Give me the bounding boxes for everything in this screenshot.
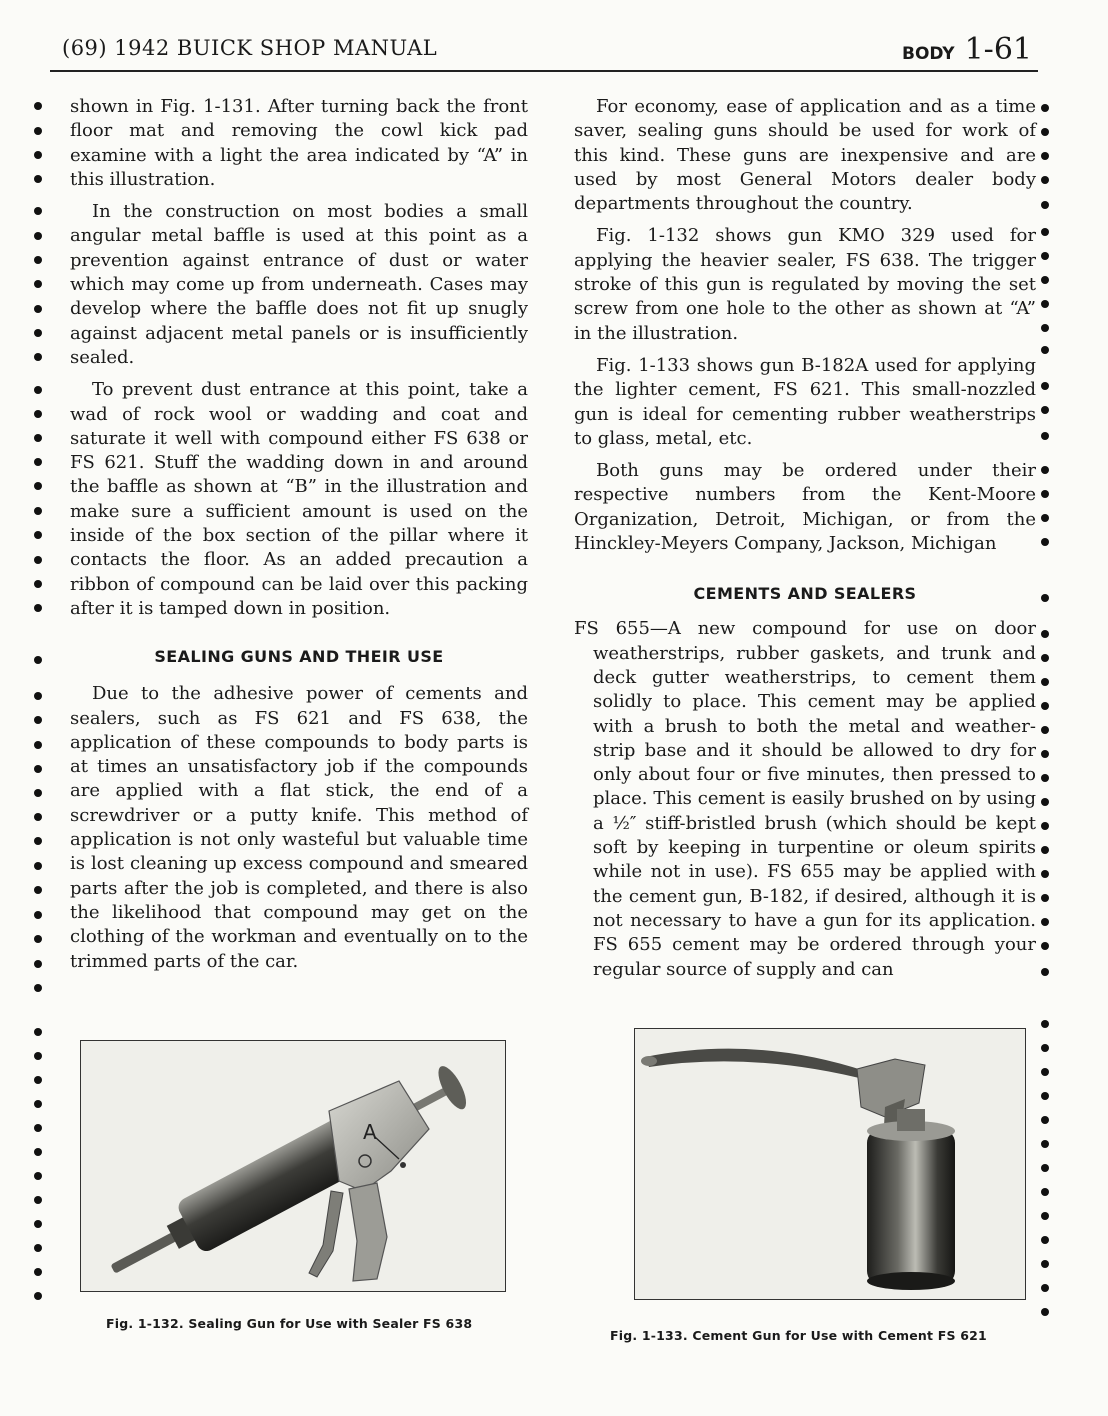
figure-caption: Fig. 1-132. Sealing Gun for Use with Sealer FS 638: [106, 1316, 473, 1331]
margin-bullet: [34, 886, 42, 894]
page-number: 1-61: [964, 32, 1032, 67]
margin-bullet: [34, 386, 42, 394]
margin-bullet: [34, 1076, 42, 1084]
margin-bullet: [34, 765, 42, 773]
right-column: [574, 95, 1036, 982]
margin-bullet: [34, 1196, 42, 1204]
margin-bullet: [34, 410, 42, 418]
margin-bullet: [1041, 1020, 1049, 1028]
margin-bullet: [34, 531, 42, 539]
paragraph: Fig. 1-132 shows gun KMO 329 used for applying the heavier sealer, FS 638. The trigger stroke of this gun is regulated by moving the set screw from one hole to the other as shown at “A” in the illustration.: [574, 225, 1036, 344]
callout-label-a: A: [363, 1120, 377, 1144]
paragraph: Due to the adhesive power of cements and sealers, such as FS 621 and FS 638, the application of these compounds to body parts is at times an unsatisfactory job if the compounds are applied with a flat stick, the end of a screwdriver or a putty knife. This method of application is not only wasteful but valuable time is lost cleaning up excess compound and smeared parts after the job is completed, and there is also the likelihood that compound may get on the clothing of the workman and eventually on to the trimmed parts of the car.: [70, 683, 528, 972]
margin-bullet: [1041, 822, 1049, 830]
margin-bullet: [1041, 1068, 1049, 1076]
margin-bullet: [1041, 324, 1049, 332]
margin-bullet: [34, 329, 42, 337]
margin-bullet: [34, 305, 42, 313]
margin-bullet: [34, 1268, 42, 1276]
margin-bullet: [1041, 1044, 1049, 1052]
margin-bullet: [34, 507, 42, 515]
margin-bullet: [1041, 654, 1049, 662]
margin-bullet: [1041, 346, 1049, 354]
margin-bullet: [34, 1292, 42, 1300]
margin-bullet: [34, 353, 42, 361]
margin-bullet: [34, 102, 42, 110]
margin-bullet: [34, 656, 42, 664]
margin-bullet: [1041, 918, 1049, 926]
margin-bullet: [34, 127, 42, 135]
margin-bullet: [1041, 1212, 1049, 1220]
margin-bullet: [34, 604, 42, 612]
margin-bullet: [34, 1100, 42, 1108]
margin-bullet: [34, 175, 42, 183]
paragraph: shown in Fig. 1-131. After turning back the front floor mat and removing the cowl kick pad examine with a light the area indicated by “A” in this illustration.: [70, 96, 528, 190]
margin-bullet: [1041, 1092, 1049, 1100]
margin-bullet: [1041, 1284, 1049, 1292]
margin-bullet: [34, 482, 42, 490]
running-title: (69) 1942 BUICK SHOP MANUAL: [62, 36, 438, 60]
margin-bullet: [34, 556, 42, 564]
margin-bullet: [34, 813, 42, 821]
paragraph: Fig. 1-133 shows gun B-182A used for applying the lighter cement, FS 621. This small-nozzled gun is ideal for cementing rubber weatherstrips to glass, metal, etc.: [574, 354, 1036, 449]
margin-bullet: [1041, 432, 1049, 440]
margin-bullet: [1041, 702, 1049, 710]
margin-bullet: [34, 984, 42, 992]
margin-bullet: [1041, 300, 1049, 308]
section-heading: CEMENTS AND SEALERS: [693, 584, 917, 604]
margin-bullet: [1041, 968, 1049, 976]
margin-bullet: [1041, 252, 1049, 260]
margin-bullet: [1041, 774, 1049, 782]
margin-bullet: [1041, 798, 1049, 806]
margin-bullet: [1041, 1140, 1049, 1148]
margin-bullet: [1041, 128, 1049, 136]
margin-bullet: [1041, 846, 1049, 854]
margin-bullet: [34, 1028, 42, 1036]
margin-bullet: [34, 280, 42, 288]
margin-bullet: [1041, 466, 1049, 474]
margin-bullet: [1041, 1236, 1049, 1244]
margin-bullet: [34, 580, 42, 588]
margin-bullet: [1041, 594, 1049, 602]
margin-bullet: [1041, 1260, 1049, 1268]
margin-bullet: [34, 256, 42, 264]
margin-bullet: [34, 692, 42, 700]
margin-bullet: [34, 1052, 42, 1060]
paragraph: Both guns may be ordered under their respective numbers from the Kent-Moore Organization, Detroit, Michigan, or from the Hinckley-Meyers Company, Jackson, Michigan: [574, 460, 1036, 555]
margin-bullet: [34, 458, 42, 466]
margin-bullet: [1041, 104, 1049, 112]
margin-bullet: [34, 716, 42, 724]
margin-bullet: [1041, 1164, 1049, 1172]
margin-bullet: [1041, 201, 1049, 209]
margin-bullet: [1041, 942, 1049, 950]
margin-bullet: [34, 1220, 42, 1228]
section-heading: SEALING GUNS AND THEIR USE: [154, 647, 444, 667]
margin-bullet: [34, 151, 42, 159]
margin-bullet: [34, 207, 42, 215]
paragraph: In the construction on most bodies a small angular metal baffle is used at this point as a prevention against entrance of dust or water which may come up from underneath. Cases may develop where the baffle does not fit up snugly against adjacent metal panels or is insufficiently sealed.: [70, 201, 528, 368]
margin-bullet: [34, 741, 42, 749]
margin-bullet: [1041, 750, 1049, 758]
margin-bullet: [1041, 870, 1049, 878]
margin-bullet: [1041, 1308, 1049, 1316]
section-name: BODY: [902, 44, 955, 64]
margin-bullet: [34, 911, 42, 919]
margin-bullet: [1041, 276, 1049, 284]
margin-bullet: [1041, 382, 1049, 390]
paragraph: For economy, ease of application and as a time saver, sealing guns should be used for work of this kind. These guns are inexpensive and are used by most General Motors dealer body departments throughout the country.: [574, 96, 1036, 215]
cement-gun-illustration: [635, 1029, 1025, 1299]
margin-bullet: [34, 960, 42, 968]
margin-bullet: [1041, 176, 1049, 184]
margin-bullet: [34, 935, 42, 943]
sealing-gun-illustration: [81, 1041, 505, 1291]
header-right: [902, 32, 1032, 67]
margin-bullet: [1041, 894, 1049, 902]
margin-bullet: [1041, 406, 1049, 414]
margin-bullet: [34, 1124, 42, 1132]
left-column: [70, 95, 528, 982]
margin-bullet: [34, 232, 42, 240]
margin-bullet: [34, 1148, 42, 1156]
margin-bullet: [34, 1244, 42, 1252]
margin-bullet: [1041, 1188, 1049, 1196]
margin-bullet: [1041, 538, 1049, 546]
margin-bullet: [1041, 678, 1049, 686]
sealing-gun-figure: [80, 1040, 506, 1292]
margin-bullet: [1041, 1116, 1049, 1124]
margin-bullet: [1041, 514, 1049, 522]
margin-bullet: [34, 862, 42, 870]
margin-bullet: [1041, 228, 1049, 236]
margin-bullet: [34, 1172, 42, 1180]
margin-bullet: [1041, 726, 1049, 734]
margin-bullet: [34, 434, 42, 442]
margin-bullet: [34, 789, 42, 797]
cement-gun-figure: [634, 1028, 1026, 1300]
paragraph: To prevent dust entrance at this point, take a wad of rock wool or wadding and coat and saturate it well with compound either FS 638 or FS 621. Stuff the wadding down in and around the baffle as shown at “B” in the illustration and make sure a sufficient amount is used on the inside of the box section of the pillar where it contacts the floor. As an added precaution a ribbon of compound can be laid over this packing after it is tamped down in position.: [70, 379, 528, 619]
margin-bullet: [1041, 630, 1049, 638]
paragraph: FS 655—A new compound for use on door weatherstrips, rubber gaskets, and trunk and deck gutter weatherstrips, to cement them solidly to place. This cement may be applied with a brush to both the metal and weather-strip base and it should be allowed to dry for only about four or five minutes, then pressed to place. This cement is easily brushed on by using a ½″ stiff-bristled brush (which should be kept soft by keeping in turpentine or oleum spirits while not in use). FS 655 may be applied with the cement gun, B-182, if desired, although it is not necessary to have a gun for its application. FS 655 cement may be ordered through your regular source of supply and can: [574, 618, 1036, 980]
margin-bullet: [1041, 152, 1049, 160]
margin-bullet: [1041, 490, 1049, 498]
page-header: [50, 28, 1038, 72]
figure-caption: Fig. 1-133. Cement Gun for Use with Cement FS 621: [610, 1328, 987, 1343]
margin-bullet: [34, 837, 42, 845]
